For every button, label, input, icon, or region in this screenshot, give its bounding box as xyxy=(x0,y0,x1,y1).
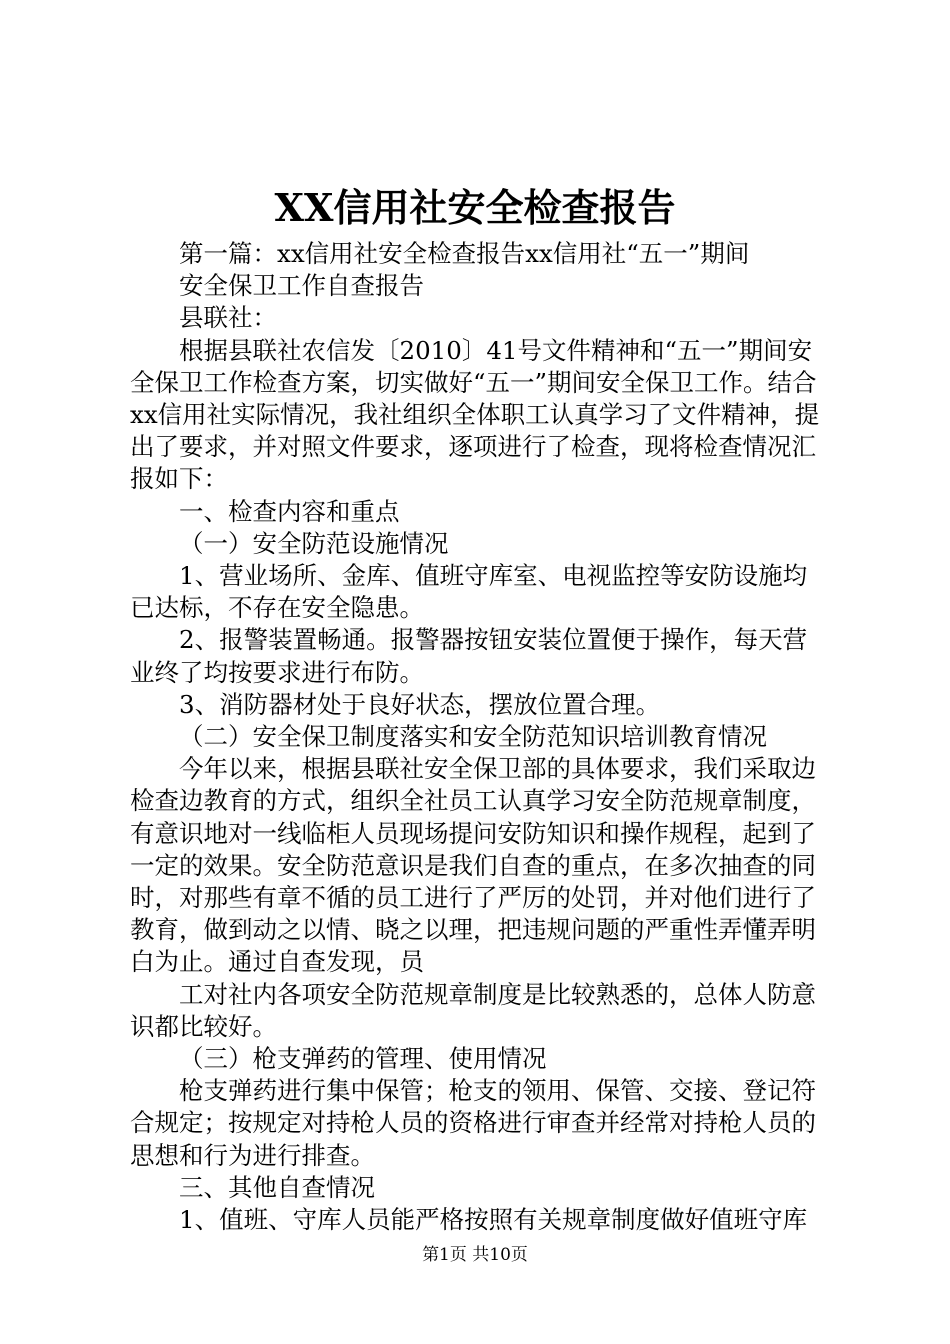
paragraph: 今年以来，根据县联社安全保卫部的具体要求，我们采取边检查边教育的方式，组织全社员工认真学习安全防范规章制度，有意识地对一线临柜人员现场提问安防知识和操作规程，起到了一定的效果。安全防范意识是我们自查的重点，在多次抽查的同时，对那些有章不循的员工进行了严厉的处罚，并对他们进行了教育，做到动之以情、晓之以理，把违规问题的严重性弄懂弄明白为止。通过自查发现，员 xyxy=(130,754,816,977)
paragraph: 1、营业场所、金库、值班守库室、电视监控等安防设施均已达标，不存在安全隐患。 xyxy=(130,561,808,623)
section-heading: 一、检查内容和重点 xyxy=(179,496,400,526)
paragraph: 1、值班、守库人员能严格按照有关规章制度做好值班守库 xyxy=(179,1205,808,1235)
page-footer: 第1页 共10页 xyxy=(422,1245,528,1265)
paragraph: 工对社内各项安全防范规章制度是比较熟悉的，总体人防意识都比较好。 xyxy=(130,979,816,1041)
paragraph: 安全保卫工作自查报告 xyxy=(179,271,424,301)
paragraph: 第一篇：xx信用社安全检查报告xx信用社“五一”期间 xyxy=(179,239,750,268)
document-body xyxy=(130,238,830,1236)
paragraph: 根据县联社农信发〔2010〕41号文件精神和“五一”期间安全保卫工作检查方案，切实做好“五一”期间安全保卫工作。结合xx信用社实际情况，我社组织全体职工认真学习了文件精神，提出了要求，并对照文件要求，逐项进行了检查，现将检查情况汇报如下： xyxy=(130,335,820,494)
document-title: XX信用社安全检查报告 xyxy=(274,185,676,230)
subsection-heading: （二）安全保卫制度落实和安全防范知识培训教育情况 xyxy=(179,722,767,752)
section-heading: 三、其他自查情况 xyxy=(179,1172,375,1202)
paragraph: 县联社： xyxy=(179,303,277,333)
paragraph: 枪支弹药进行集中保管；枪支的领用、保管、交接、登记符合规定；按规定对持枪人员的资格进行审查并经常对持枪人员的思想和行为进行排查。 xyxy=(130,1076,816,1170)
subsection-heading: （三）枪支弹药的管理、使用情况 xyxy=(179,1044,547,1074)
paragraph: 3、消防器材处于良好状态，摆放位置合理。 xyxy=(179,689,661,719)
paragraph: 2、报警装置畅通。报警器按钮安装位置便于操作，每天营业终了均按要求进行布防。 xyxy=(130,625,808,687)
subsection-heading: （一）安全防范设施情况 xyxy=(179,528,449,558)
